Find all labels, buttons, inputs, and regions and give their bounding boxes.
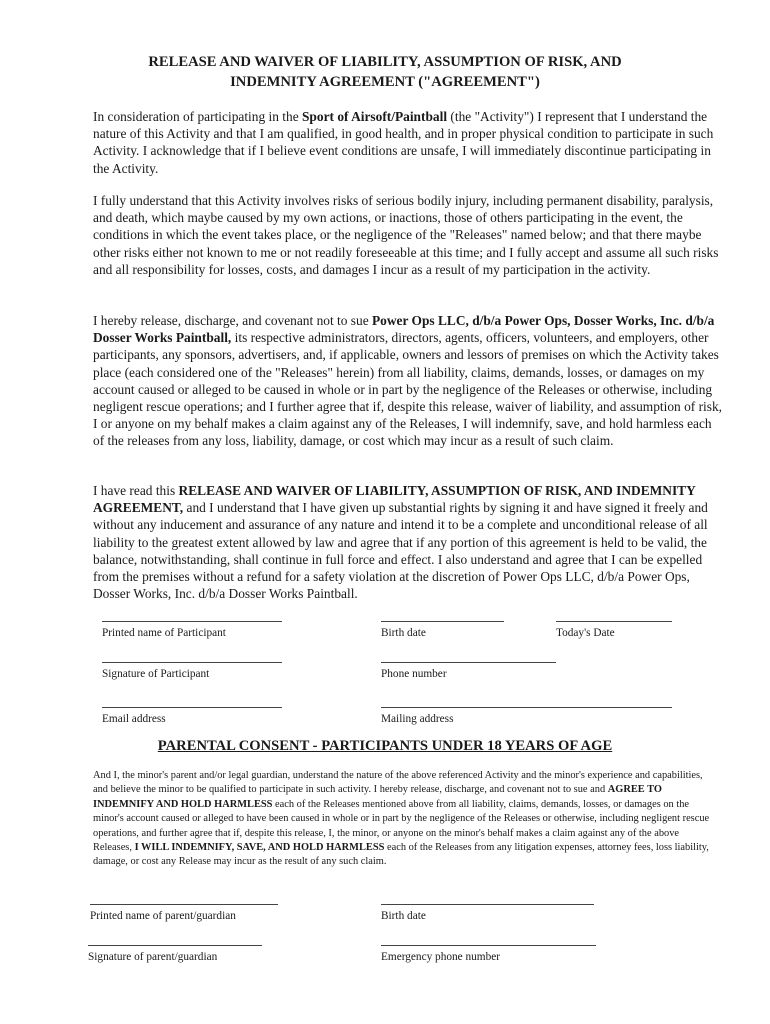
consent-will-indemnify-bold: I WILL INDEMNIFY, SAVE, AND HOLD HARMLESS: [134, 842, 385, 854]
email-address-label: Email address: [102, 713, 166, 725]
guardian-signature-field[interactable]: [88, 945, 262, 964]
signature-line: [381, 621, 504, 622]
todays-date-field[interactable]: [556, 621, 672, 640]
parental-consent-heading: PARENTAL CONSENT - PARTICIPANTS UNDER 18 YEARS OF AGE: [157, 738, 613, 754]
signature-line: [90, 904, 278, 905]
p4-agreement-name: RELEASE AND WAIVER OF LIABILITY, ASSUMPTION OF RISK, AND INDEMNITY AGREEMENT,: [93, 483, 696, 516]
signature-line: [381, 945, 596, 946]
paragraph-acknowledgement: [93, 482, 725, 602]
mailing-address-label: Mailing address: [381, 713, 454, 725]
signature-line: [556, 621, 672, 622]
emergency-phone-label: Emergency phone number: [381, 951, 500, 963]
parental-consent-paragraph: [93, 769, 713, 870]
p4-text-c: and I understand that I have given up substantial rights by signing it and have signed it freely and without any inducement and assurance of any nature and intend it to be a complete and unconditional release of all liability to the greatest extent allowed by law and agree that if any portion of this agreement is held to be valid, the balance, notwithstanding, shall continue in full force and effect. I also understand and agree that I can be expelled from the premises without a refund for a safety violation at the discretion of Power Ops LLC, d/b/a Power Ops, Dosser Works, Inc. d/b/a Dosser Works Paintball.: [93, 500, 708, 602]
signature-line: [381, 662, 556, 663]
paragraph-consideration: [93, 108, 725, 177]
title-line-2: INDEMNITY AGREEMENT ("AGREEMENT"): [230, 74, 540, 90]
paragraph-release: [93, 312, 725, 450]
participant-signature-field[interactable]: [102, 662, 282, 681]
signature-line: [88, 945, 262, 946]
signature-line: [102, 662, 282, 663]
consent-text-e: each of the Releases from any litigation expenses, attorney fees, loss liability, damage, or cost any Release may incur as the result of any such claim.: [93, 842, 709, 868]
participant-printed-name-label: Printed name of Participant: [102, 627, 226, 639]
participant-birth-date-label: Birth date: [381, 627, 426, 639]
signature-line: [381, 904, 594, 905]
document-title: [80, 52, 690, 92]
todays-date-label: Today's Date: [556, 627, 615, 639]
participant-printed-name-field[interactable]: [102, 621, 282, 640]
consent-indemnify-bold: AGREE TO INDEMNIFY AND HOLD HARMLESS: [93, 784, 662, 810]
guardian-printed-name-label: Printed name of parent/guardian: [90, 910, 236, 922]
emergency-phone-field[interactable]: [381, 945, 596, 964]
phone-number-field[interactable]: [381, 662, 556, 681]
email-address-field[interactable]: [102, 707, 282, 726]
participant-signature-label: Signature of Participant: [102, 668, 210, 680]
phone-number-label: Phone number: [381, 668, 447, 680]
p1-activity-name: Sport of Airsoft/Paintball: [301, 109, 448, 124]
guardian-signature-label: Signature of parent/guardian: [88, 951, 218, 963]
guardian-printed-name-field[interactable]: [90, 904, 278, 923]
p1-text-a: In consideration of participating in the: [93, 109, 302, 124]
signature-line: [102, 707, 282, 708]
signature-line: [381, 707, 672, 708]
p4-text-a: I have read this: [93, 483, 179, 498]
title-line-1: RELEASE AND WAIVER OF LIABILITY, ASSUMPTION OF RISK, AND: [148, 54, 622, 70]
mailing-address-field[interactable]: [381, 707, 672, 726]
participant-birth-date-field[interactable]: [381, 621, 504, 640]
consent-text-a: And I, the minor's parent and/or legal guardian, understand the nature of the above referenced Activity and the minor's experience and capabilities, and believe the minor to be qualified to participate in such activity. I hereby release, discharge, and covenant not to sue and: [93, 770, 703, 796]
p3-text-a: I hereby release, discharge, and covenant not to sue: [93, 313, 372, 328]
guardian-birth-date-field[interactable]: [381, 904, 594, 923]
guardian-birth-date-label: Birth date: [381, 910, 426, 922]
consent-text-c: each of the Releases mentioned above from all liability, claims, demands, losses, or damages on the minor's account caused or alleged to have been caused in whole or in part by the negligence of the Releases or otherwise, including negligent rescue operations, and further agree that if, despite this release, I, the minor, or anyone on the minor's behalf makes a claim against any of the above Releases,: [93, 798, 710, 854]
signature-line: [102, 621, 282, 622]
paragraph-risks: I fully understand that this Activity involves risks of serious bodily injury, including permanent disability, paralysis, and death, which maybe caused by my own actions, or inactions, those of others participating in the event, the conditions in which the event takes place, or the negligence of the "Releases" named below; and that there maybe other risks either not known to me or not readily foreseeable at this time; and I fully accept and assume all such risks and all responsibility for losses, costs, and damages I incur as a result of my participation in the activity.: [93, 193, 719, 277]
p3-text-c: its respective administrators, directors, agents, officers, volunteers, and employers, other participants, any sponsors, advertisers, and, if applicable, owners and lessors of premises on which the Activity takes place (each considered one of the "Releases" herein) from all liability, claims, demands, losses, or damages on my account caused or alleged to be caused in whole or in part by the negligence of the Releases or otherwise, including negligent rescue operations; and I further agree that if, despite this release, waiver of liability, and assumption of risk, I or anyone on my behalf makes a claim against any of the Releases, I will indemnify, save, and hold harmless each of the releases from any loss, liability, damage, or cost which may incur as a result of such claim.: [93, 330, 723, 449]
p3-company-names: Power Ops LLC, d/b/a Power Ops, Dosser Works, Inc. d/b/a Dosser Works Paintball,: [93, 313, 715, 346]
p1-text-c: (the "Activity") I represent that I understand the nature of this Activity and that I am qualified, in good health, and in proper physical condition to participate in such Activity. I acknowledge that if I believe event conditions are unsafe, I will immediately discontinue participating in the Activity.: [93, 109, 714, 176]
